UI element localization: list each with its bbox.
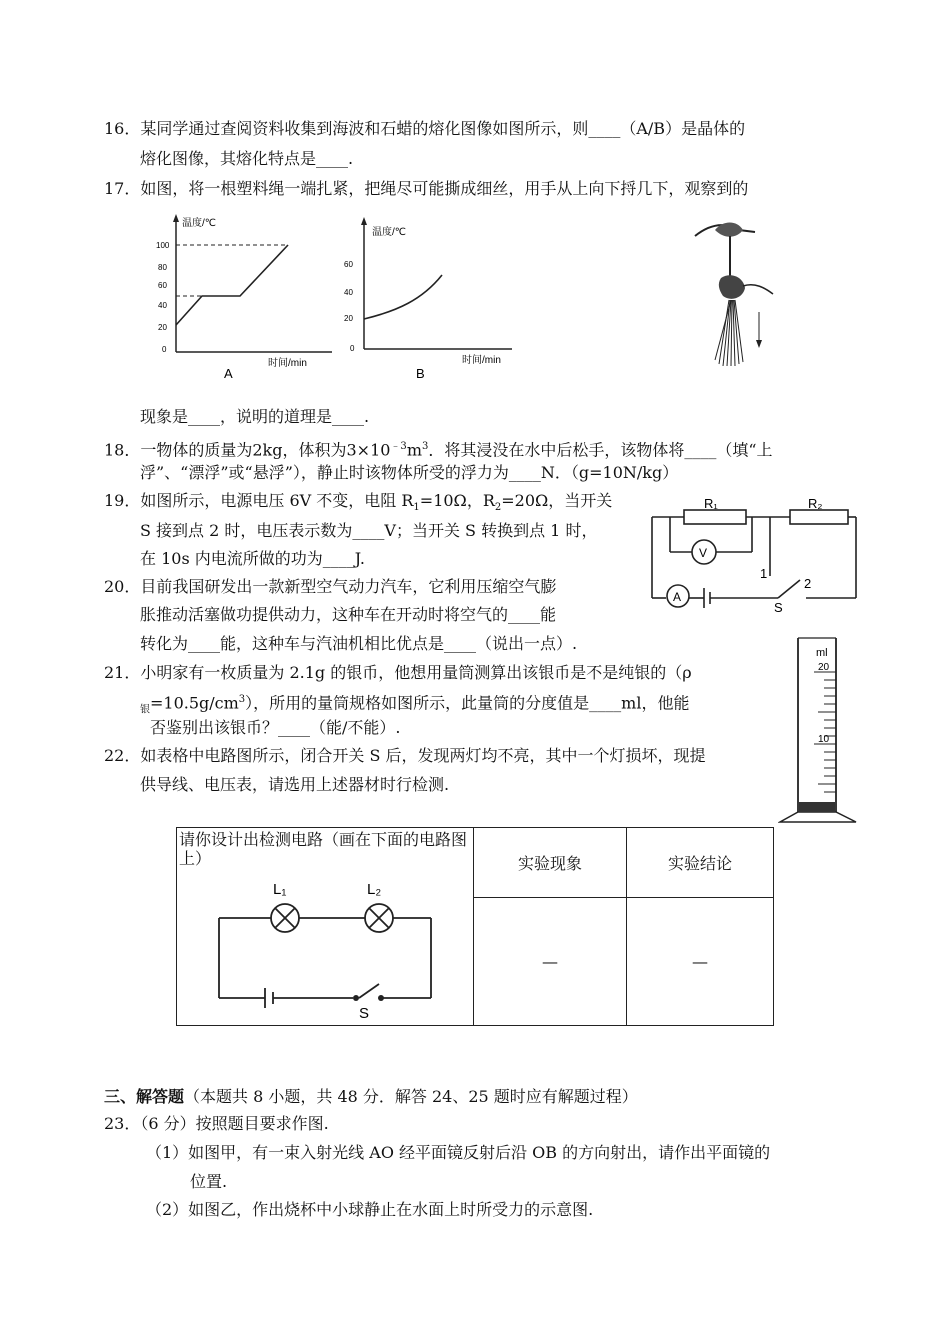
ammeter-label: A [673, 590, 682, 604]
graph-a-ylabel: 温度/℃ [182, 218, 217, 229]
phenomenon-header: 实验现象 [474, 828, 627, 898]
q20-line1: 20．目前我国研发出一款新型空气动力汽车，它利用压缩空气膨 [104, 577, 557, 596]
q21-line1: 21．小明家有一枚质量为 2.1g 的银币，他想用量筒测算出该银币是不是纯银的（ρ [104, 663, 692, 682]
voltmeter-label: V [699, 546, 708, 560]
graph-a-tick: 20 [158, 323, 167, 332]
graph-a-caption: A [224, 366, 233, 381]
q22-line1: 22．如表格中电路图所示，闭合开关 S 后，发现两灯均不亮，其中一个灯损坏，现提 [104, 746, 706, 765]
q19-line2: S 接到点 2 时，电压表示数为____V；当开关 S 转换到点 1 时， [140, 521, 598, 540]
graph-a-tick: 40 [158, 301, 167, 310]
circuit-q19 [642, 492, 864, 614]
contact-2-label: 2 [804, 576, 812, 591]
graph-a-tick: 80 [158, 263, 167, 272]
phenomenon-blank[interactable]: — [474, 898, 627, 1026]
contact-1-label: 1 [760, 566, 768, 581]
conclusion-blank[interactable]: — [627, 898, 774, 1026]
detection-table [176, 827, 774, 1026]
q22-line2: 供导线、电压表，请选用上述器材时行检测. [140, 775, 450, 794]
q20-line3: 转化为____能，这种车与汽油机相比优点是____（说出一点）. [140, 634, 578, 653]
q21-line2: $_银=10.5g/cm^3$），所用的量筒规格如图所示，此量筒的分度值是____ml，他能 [140, 693, 690, 716]
graph-a-tick: 60 [158, 281, 167, 290]
lamp-l2-label: L₂ [367, 881, 382, 898]
measuring-cylinder [778, 634, 860, 826]
q23-line1: 23．（6 分）按照题目要求作图. [104, 1114, 329, 1133]
q18-line2: 浮”、“漂浮”或“悬浮”），静止时该物体所受的浮力为____N．（g=10N/kg） [140, 463, 679, 482]
graph-b-tick: 40 [344, 288, 353, 297]
graph-b-tick: 20 [344, 314, 353, 323]
section-3-heading: 三、解答题（本题共 8 小题，共 48 分．解答 24、25 题时应有解题过程） [104, 1087, 638, 1106]
design-instruction: 请你设计出检测电路（画在下面的电路图上） [179, 830, 468, 868]
graph-b-caption: B [416, 366, 425, 381]
q23-part1-line1: （1）如图甲，有一束入射光线 AO 经平面镜反射后沿 OB 的方向射出，请作出平面镜的 [146, 1143, 771, 1162]
q19-line1: 19．如图所示，电源电压 6V 不变，电阻 $R_1=10\Omega$，$R_2=20\Omega$，当开关 [104, 491, 613, 514]
lamp-l1-label: L₁ [273, 881, 287, 898]
graph-b-xlabel: 时间/min [462, 355, 501, 366]
cylinder-unit: ml [816, 647, 828, 659]
graph-b-origin: 0 [350, 344, 355, 353]
q20-line2: 胀推动活塞做功提供动力，这种车在开动时将空气的____能 [140, 605, 557, 624]
circuit-r1-label: R₁ [704, 496, 718, 511]
q19-line3: 在 10s 内电流所做的功为____J. [140, 549, 366, 568]
switch-s-label: S [774, 600, 783, 614]
graph-b-ylabel: 温度/℃ [372, 227, 407, 238]
conclusion-header: 实验结论 [627, 828, 774, 898]
q16-line1: 16．某同学通过查阅资料收集到海波和石蜡的熔化图像如图所示，则____（A/B）是晶体的 [104, 119, 746, 138]
melting-graph-b [342, 215, 522, 385]
graph-a-xlabel: 时间/min [268, 358, 307, 369]
graph-a-tick: 100 [156, 241, 170, 250]
rope-hand-illustration [685, 216, 780, 371]
q23-part1-line2: 位置. [190, 1172, 228, 1191]
q17-line1: 17．如图，将一根塑料绳一端扎紧，把绳尽可能撕成细丝，用手从上向下捋几下，观察到的 [104, 179, 749, 198]
switch-s-label: S [359, 1005, 370, 1018]
q21-line3: 否鉴别出该银币？____（能/不能）. [150, 718, 401, 737]
cylinder-mark-10: 10 [818, 734, 830, 745]
cylinder-mark-20: 20 [818, 662, 830, 673]
q18-line1: 18．一物体的质量为2kg，体积为$3\times 10^{﹣3}m^3$．将其浸没在水中后松手，该物体将____（填“上 [104, 440, 773, 460]
q17-line2: 现象是____，说明的道理是____. [140, 407, 370, 426]
circuit-r2-label: R₂ [808, 496, 823, 511]
q16-line2: 熔化图像，其熔化特点是____. [140, 149, 354, 168]
q23-part2: （2）如图乙，作出烧杯中小球静止在水面上时所受力的示意图. [146, 1200, 594, 1219]
detection-circuit [209, 868, 449, 1018]
melting-graph-a [152, 212, 342, 387]
design-cell [177, 828, 474, 1026]
graph-b-tick: 60 [344, 260, 353, 269]
graph-a-origin: 0 [162, 345, 167, 354]
